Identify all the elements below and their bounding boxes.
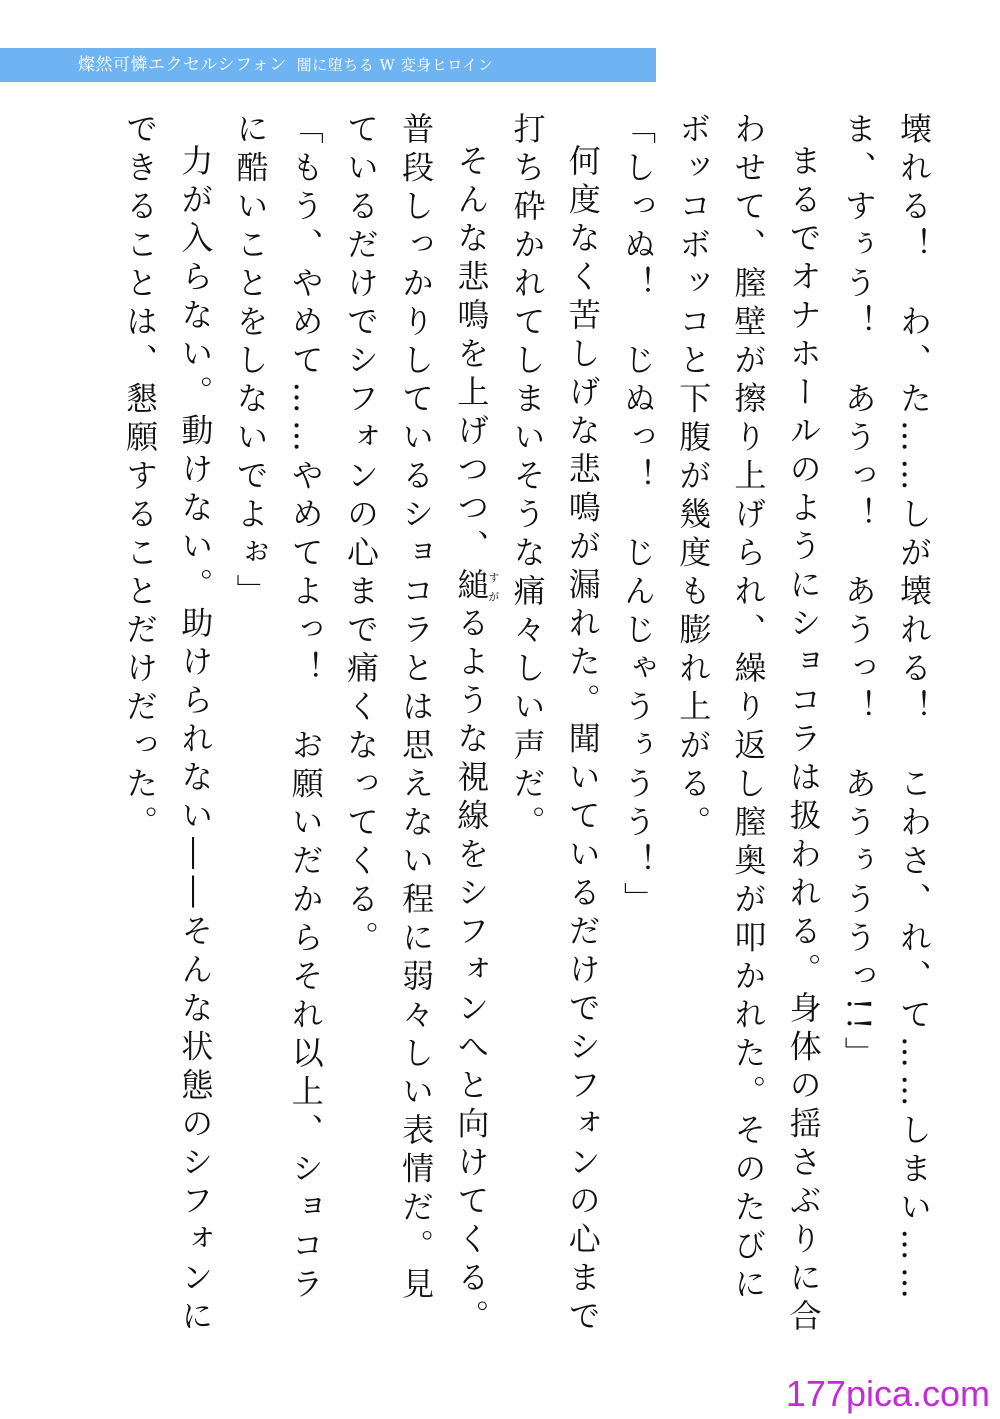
book-subtitle: 闇に堕ちる W 変身ヒロイン xyxy=(296,56,494,74)
paragraph: 壊れる！ わ、た……しが壊れる！ こわさ、れ、て……しまい……ま、すぅう！ あうっ！ あうっ！ あうぅううっ!!」 xyxy=(839,112,933,1306)
furigana-base: 縋 xyxy=(452,567,491,606)
paragraph: 力が入らない。動けない。助けられない――そんな状態のシフォンにできることは、懇願することだけだった。 xyxy=(121,112,215,1338)
paragraph-part: るような視線をシフォンへと向けてくる。普段しっかりしているショコラとは思えない程に弱々しい表情だ。見ているだけでシフォンの心まで痛くなってくる。 xyxy=(341,112,491,1338)
paragraph: 「しっぬ！ じぬっ！ じんじゃうぅうう！」 xyxy=(618,112,657,921)
furigana-word xyxy=(452,567,500,607)
furigana-reading: すが xyxy=(486,567,500,606)
paragraph: まるでオナホールのようにショコラは扱われる。身体の揺さぶりに合わせて、膣壁が擦り上げられ、繰り返し膣奥が叩かれた。そのたびにボッコボッコと下腹が幾度も膨れ上がる。 xyxy=(674,112,823,1338)
paragraph: 「もう、やめて……やめてよっ！ お願いだからそれ以上、ショコラに酷いことをしないでよぉ」 xyxy=(231,112,325,1306)
book-title-main: 燦然可憐エクセルシフォン xyxy=(78,55,287,75)
running-header xyxy=(0,48,656,82)
paragraph-with-furigana xyxy=(333,112,500,1342)
watermark: 177pica.com xyxy=(785,1373,990,1414)
paragraph-part: そんな悲鳴を上げつつ、 xyxy=(452,144,491,568)
body-text xyxy=(56,112,941,1342)
paragraph: 何度なく苦しげな悲鳴が漏れた。聞いているだけでシフォンの心まで打ち砕かれてしまいそうな痛々しい声だ。 xyxy=(508,112,602,1338)
book-title xyxy=(78,48,493,82)
